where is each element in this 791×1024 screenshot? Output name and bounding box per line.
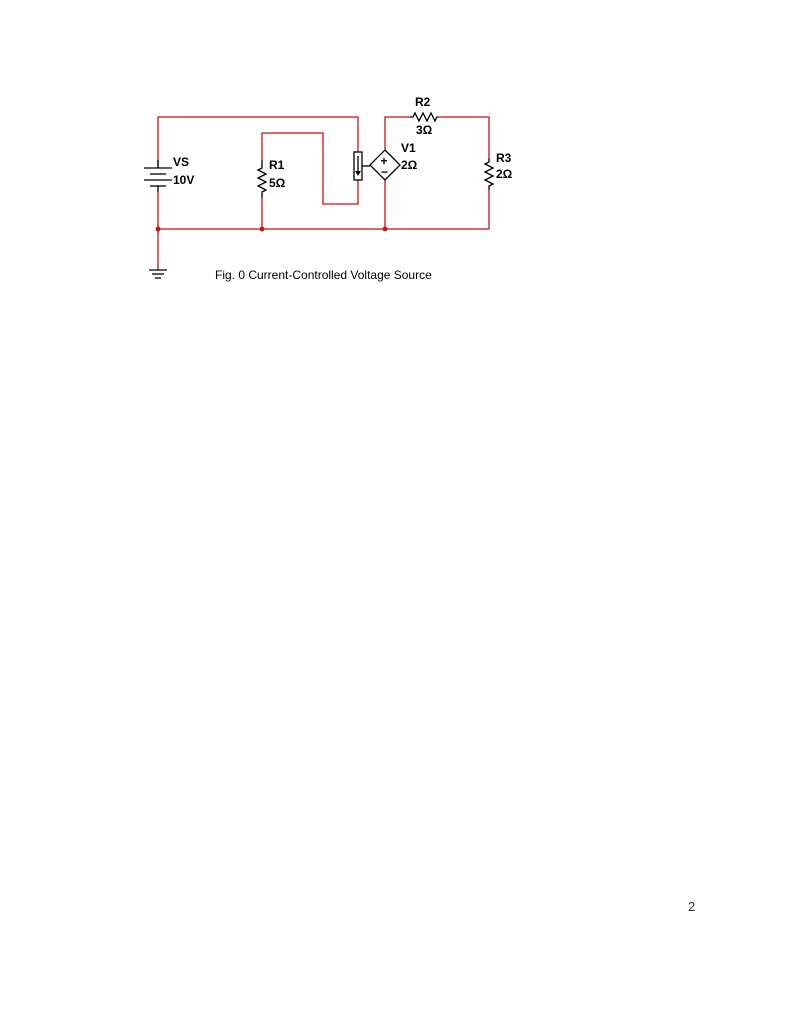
r2-value-label: 3Ω	[416, 123, 433, 137]
node-dot-left	[156, 227, 161, 232]
wire-r2-right	[438, 117, 489, 158]
r2-name-label: R2	[415, 95, 431, 109]
r1-body	[258, 160, 266, 198]
current-sensor-icon	[354, 152, 370, 180]
v1-plus-sign: +	[380, 154, 388, 168]
resistor-icon	[258, 160, 266, 198]
r3-name-label: R3	[496, 151, 512, 165]
vs-value-label: 10V	[173, 173, 195, 187]
wires	[158, 117, 489, 270]
dc-battery-icon	[144, 160, 172, 192]
v1-name-label: V1	[401, 141, 416, 155]
resistor-icon	[485, 158, 493, 190]
r3-body	[485, 158, 493, 190]
r3-value-label: 2Ω	[496, 167, 513, 181]
node-dot-v1	[383, 227, 388, 232]
r1-value-label: 5Ω	[269, 176, 286, 190]
figure-caption: Fig. 0 Current-Controlled Voltage Source	[215, 268, 432, 282]
page-number: 2	[688, 899, 696, 914]
ground-icon	[149, 270, 167, 278]
node-dot-r1	[260, 227, 265, 232]
vs-name-label: VS	[173, 155, 190, 169]
resistor-icon	[410, 113, 438, 121]
v1-minus-sign: −	[381, 165, 389, 179]
r2-body	[410, 113, 438, 121]
r1-name-label: R1	[269, 158, 285, 172]
v1-value-label: 2Ω	[401, 158, 418, 172]
